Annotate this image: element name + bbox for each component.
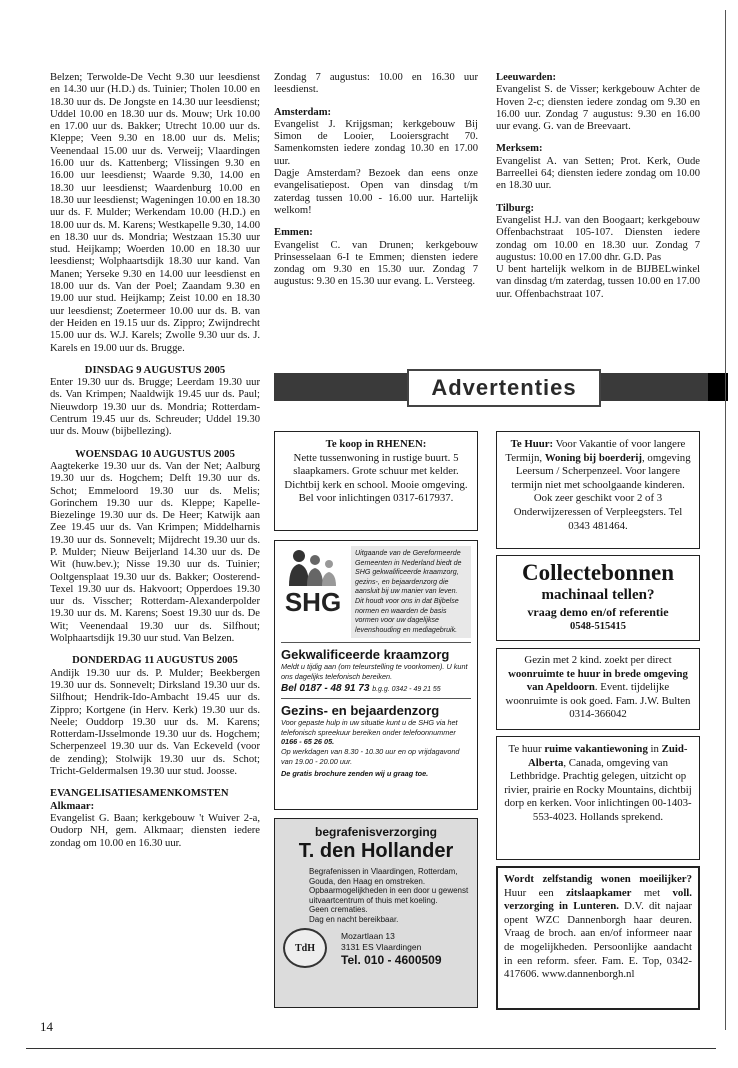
collecte-demo: vraag demo en/of referentie xyxy=(527,605,669,619)
huur-lead: Te Huur: xyxy=(510,438,554,450)
tuesday-schedule: Enter 19.30 uur ds. Brugge; Leerdam 19.30 uur ds. Van Krimpen; Naaldwijk 19.45 uur ds. Paul; Nieuwdorp 19.30 uur ds. Mondria; Rotterdam-Centrum 19.45 uur ds. Schreuder; Uddel 19.30 uur ds. Mouw (bijbellezing). xyxy=(50,377,260,438)
ad-rhenen xyxy=(274,431,478,531)
left-column xyxy=(50,72,260,850)
banner-bar-left xyxy=(274,373,411,401)
ad-collectebonnen xyxy=(496,555,700,641)
ad-woning-boerderij xyxy=(496,431,700,549)
banner-bar-right xyxy=(600,373,728,401)
tilburg-text-2: U bent hartelijk welkom in de BIJBELwinkel van dinsdag t/m zaterdag, tussen 10.00 en 17.00 uur. Offenbachstraat 107. xyxy=(496,264,700,300)
hollander-subtitle: begrafenisverzorging xyxy=(314,825,438,839)
huur-text-a: Voor Vakantie of voor langere Termijn, xyxy=(505,438,686,464)
lunteren-bold-1: Wordt zelfstandig wonen moeilijker? xyxy=(504,873,692,885)
leeuwarden-heading: Leeuwarden: xyxy=(496,72,557,83)
ad-shg xyxy=(274,540,478,810)
alberta-text-3: , Canada, omgeving van Lethbridge. Prachtig gelegen, uitzicht op rivier, prairie en Rocky Mountains, dichtbij dorp en kerken. Voor inlichtingen 00-1403-553-4023. Hollands sprekend. xyxy=(504,756,692,823)
ad-zuid-alberta xyxy=(496,736,700,860)
gezinszorg-heading: Gezins- en bejaardenzorg xyxy=(281,703,440,719)
amsterdam-text-2: Dagje Amsterdam? Bezoek dan eens onze evangelisatiepost. Open van dinsdag t/m zaterdag tussen 10.00 - 16.00 uur. Hartelijk welkom! xyxy=(274,168,478,216)
wednesday-heading: WOENSDAG 10 AUGUSTUS 2005 xyxy=(75,448,235,460)
alkmaar-continued: Zondag 7 augustus: 10.00 en 16.30 uur leesdienst. xyxy=(274,72,478,96)
hollander-text-1: Begrafenissen in Vlaardingen, Rotterdam, Gouda, den Haag en omstreken. xyxy=(309,867,458,886)
amsterdam-heading: Amsterdam: xyxy=(274,106,332,118)
apeldoorn-bold: woonruimte te huur in brede omgeving van Apeldoorn xyxy=(508,667,688,694)
gezinszorg-hours: Op werkdagen van 8.30 - 10.30 uur en op vrijdagavond van 19.00 - 20.00 uur. xyxy=(281,746,460,766)
thursday-schedule: Andijk 19.30 uur ds. P. Mulder; Beekbergen 19.30 uur ds. Sonnevelt; Dirksland 19.30 uur ds. Silfhout; Hendrik-Ido-Ambacht 19.45 uur ds. Zippro; Kortgene (in Herv. Kerk) 19.30 uur ds. Neele; Ouddorp 19.30 uur ds. M. Karens; Rotterdam-IJsselmonde 19.30 uur ds. Hogchem; Scherpenzeel 19.30 uur ds. Van Eckeveld (voor de zending); Stolwijk 19.30 uur ds. Schot; Tricht-Geldermalsen 19.30 uur stud. Joosse. xyxy=(50,667,260,778)
kraamzorg-text: Meldt u tijdig aan (om teleurstelling te voorkomen). U kunt ons dagelijks telefonisch bereiken. xyxy=(281,662,468,681)
right-column xyxy=(496,72,700,301)
kraamzorg-phone-alt: b.g.g. 0342 - 49 21 55 xyxy=(372,686,441,694)
lunteren-bold-3: voll. verzorging in Lunteren. xyxy=(504,886,693,913)
kraamzorg-phone: Bel 0187 - 48 91 73 xyxy=(281,683,370,695)
collecte-sub: machinaal tellen? xyxy=(541,587,655,603)
huur-bold: Woning bij boerderij xyxy=(544,451,643,464)
lunteren-text-2: met xyxy=(631,886,673,899)
lunteren-bold-2: zitslaapkamer xyxy=(566,886,632,899)
hollander-logo: TdH xyxy=(283,928,327,968)
alkmaar-text: Evangelist G. Baan; kerkgebouw 't Wuiver 2-a, Oudorp NH, gem. Alkmaar; diensten iedere zondag om 10.00 en 16.30 uur. xyxy=(50,812,260,849)
collecte-title: Collectebonnen xyxy=(521,560,675,585)
apeldoorn-text-1: Gezin met 2 kind. zoekt per direct xyxy=(524,654,672,666)
hollander-address-2: 3131 ES Vlaardingen xyxy=(341,942,422,952)
alkmaar-heading: Alkmaar: xyxy=(50,800,95,812)
hollander-address-1: Mozartlaan 13 xyxy=(341,931,395,941)
hollander-name: T. den Hollander xyxy=(298,840,454,862)
banner-title: Advertenties xyxy=(407,369,601,407)
hollander-phone: Tel. 010 - 4600509 xyxy=(341,953,442,967)
middle-column xyxy=(274,72,478,289)
thursday-heading: DONDERDAG 11 AUGUSTUS 2005 xyxy=(72,655,238,667)
hollander-text-2: Opbaarmogelijkheden in een door u gewenst uitvaartcentrum of thuis met koeling. xyxy=(309,886,469,905)
amsterdam-text: Evangelist J. Krijgsman; kerkgebouw Bij Simon de Looier, Looiersgracht 70. Samenkomsten iedere zondag 10.30 en 17.00 uur. xyxy=(274,118,478,167)
apeldoorn-text-2: . Event. tijdelijke woonruimte is ook goed. Fam. J.W. Bulten 0314-366042 xyxy=(505,681,691,721)
merksem-text: Evangelist A. van Setten; Prot. Kerk, Oude Barreellei 64; diensten iedere zondag om 10.00 en 18.30 uur. xyxy=(496,155,700,192)
ad-apeldoorn xyxy=(496,648,700,730)
merksem-heading: Merksem: xyxy=(496,143,543,155)
lunteren-text-3: D.V. dit najaar opent WZC Dannenborgh haar deuren. Vraag de broch. aan en/of informeer naar de mogelijkheden. Persoonlijke aandacht in een reform. sfeer. Fam. E. Top, 0342-417606. www.dannenborgh.nl xyxy=(504,900,692,981)
page-number: 14 xyxy=(40,1019,53,1034)
shg-brochure: De gratis brochure zenden wij u graag toe. xyxy=(281,769,429,779)
tilburg-text: Evangelist H.J. van den Boogaart; kerkgebouw Offenbachstraat 105-107. Diensten iedere zondag om 10.00 en 18.30 uur. Zondag 7 augustus: 10.00 en 17.00 dhr. G.D. Pas xyxy=(496,214,700,263)
advertenties-banner xyxy=(274,369,728,407)
wednesday-schedule: Aagtekerke 19.30 uur ds. Van der Net; Aalburg 19.30 uur ds. Hogchem; Delft 19.30 uur ds. Schot; Emmeloord 19.30 uur ds. Melis; Gorinchem 19.30 uur ds. Kleppe; Kapelle-Biezelinge 19.30 uur ds. De Heer; Katwijk aan Zee 19.45 uur ds. Van Krimpen; Middelharnis 19.30 uur ds. Sonnevelt; Mijdrecht 19.30 uur ds. P. Mulder; Nieuw Beijerland 14.30 uur ds. De Wit (huw.bev.); Nisse 19.30 uur ds. Tuinier; Ooltgensplaat 19.30 uur ds. Bakker; Oosterend-Texel 19.30 uur ds. Hakvoort; Opperdoes 19.30 uur ds. Visscher; Rotterdam-Alexanderpolder 19.30 uur ds. M. Karens; Soest 19.30 uur ds. De Wit; Veenendaal 19.30 uur ds. Silfhout; Wolphaartsdijk 19.30 uur stud. Van Belzen. xyxy=(50,460,260,645)
collecte-phone: 0548-515415 xyxy=(570,621,626,632)
tuesday-heading: DINSDAG 9 AUGUSTUS 2005 xyxy=(84,364,226,376)
emmen-heading: Emmen: xyxy=(274,227,313,239)
tilburg-heading: Tilburg: xyxy=(496,202,535,214)
emmen-text: Evangelist C. van Drunen; kerkgebouw Prinsesselaan 6-I te Emmen; diensten iedere zondag om 9.30 en 15.30 uur. Zondag 7 augustus: 9.30 en 15.30 uur evang. L. Versteeg. xyxy=(274,239,478,288)
ad-lunteren xyxy=(496,866,700,1010)
hollander-text-3: Geen crematies. xyxy=(309,905,368,914)
ad-rhenen-title: Te koop in RHENEN: xyxy=(325,438,427,450)
kraamzorg-heading: Gekwalificeerde kraamzorg xyxy=(281,647,450,662)
evangelisation-heading: EVANGELISATIESAMENKOMSTEN xyxy=(50,788,229,800)
ad-rhenen-contact: Bel voor inlichtingen 0317-617937. xyxy=(298,492,454,505)
gezinszorg-text: Voor gepaste hulp in uw situatie kunt u de SHG via het telefonisch spreekuur bereiken onder telefoonnummer xyxy=(281,718,458,737)
leeuwarden-text: Evangelist S. de Visser; kerkgebouw Achter de Hoven 2-c; diensten iedere zondag om 9.30 en 16.00 uur. Zondag 7 augustus: 9.30 en 16.00 uur evang. G. van de Breevaart. xyxy=(496,84,700,133)
alberta-bold-2: Zuid-Alberta xyxy=(527,743,688,769)
right-rule xyxy=(725,10,726,1030)
ad-rhenen-text: Nette tussenwoning in rustige buurt. 5 slaapkamers. Grote schuur met kelder. Dichtbij kerk en school. Mooie omgeving. xyxy=(284,451,468,491)
gezinszorg-phone: 0166 - 65 26 05. xyxy=(281,737,335,747)
hollander-text-4: Dag en nacht bereikbaar. xyxy=(309,914,399,924)
shg-logo: SHG xyxy=(281,546,345,638)
intro-schedule: Belzen; Terwolde-De Vecht 9.30 uur leesdienst en 14.30 uur (H.D.) ds. Tuinier; Tholen 10.00 en 18.30 uur ds. De Jongste en 14.30 uur leesdienst; Uddel 10.00 en 18.30 uur ds. Mouw; Urk 10.00 en 17.00 uur ds. Bakker; Utrecht 10.00 uur ds. Kleppe; Veen 9.30 en 18.00 uur ds. Melis; Veenendaal 15.00 uur ds. Verweij; Vlaardingen 16.00 uur ds. Kattenberg; Vlissingen 9.30 en 16.00 uur leesdienst; Waarde 9.30, 14.00 en 18.30 uur leesdienst; Waardenburg 10.00 en 18.30 uur leesdienst; Wageningen 10.00 en 18.30 uur ds. F. Mulder; Werkendam 10.00 (H.D.) en 18.00 uur ds. M. Karens; Westkapelle 9.30, 14.00 en 18.30 uur ds. Mondria; Westzaan 15.30 uur stud. Heijkamp; Woerden 10.00 en 18.30 uur leesdienst; Wolphaartsdijk 18.30 uur kand. Van Manen; Yerseke 9.30 en 14.00 uur leesdienst en 18.00 uur ds. Van der Poel; Zaandam 9.30 en 19.00 uur stud. Heijkamp; Zeist 10.00 en 18.30 uur leesdienst; Zoetermeer 10.00 uur ds. B. van der Heiden en 19.15 uur ds. Zippro; Zwijndrecht 15.00 uur ds. W.J. Karels; Zwolle 9.30 uur ds. J. Karels en 19.00 uur ds. Brugge. xyxy=(50,72,260,354)
alberta-text-2: in xyxy=(647,743,662,755)
alberta-text-1: Te huur xyxy=(508,743,545,755)
lunteren-text-1: Huur een xyxy=(504,886,567,899)
bottom-rule xyxy=(26,1048,716,1049)
shg-intro: Uitgaande van de Gereformeerde Gemeenten in Nederland biedt de SHG gekwalificeerde kraamzorg, gezins-, en bejaardenzorg die aansluit bij uw manier van leven. Dit houdt voor ons in dat Bijbelse normen en waarden de basis vormen voor uw dagelijkse levenshouding en mediagebruik. xyxy=(351,546,471,638)
shg-family-icon xyxy=(285,546,341,588)
alberta-bold-1: ruime vakantiewoning xyxy=(544,743,648,755)
huur-text-b: , omgeving Leersum / Scherpenzeel. Voor langere termijn niet met schoolgaande kinderen. Ook zeer geschikt voor 2 of 3 Onderwijzeressen of Verpleegsters. Tel 0343 481464. xyxy=(511,451,691,532)
ad-den-hollander xyxy=(274,818,478,1008)
